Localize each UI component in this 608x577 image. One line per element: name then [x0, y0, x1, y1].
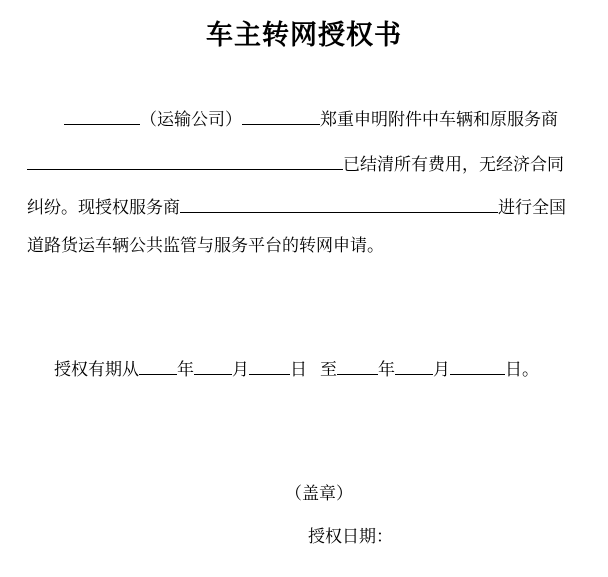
- platform-text: 道路货运车辆公共监管与服务平台的转网申请。: [27, 236, 384, 256]
- statement-text: 郑重申明附件中车辆和原服务商: [320, 110, 558, 130]
- authorization-date: [308, 525, 393, 549]
- period-label: 授权有期从: [54, 360, 139, 380]
- end-month-label: 月: [433, 360, 450, 380]
- seal-label: （盖章）: [285, 484, 353, 504]
- company-hint: （运输公司）: [140, 110, 242, 130]
- end-day-label: 日。: [505, 360, 539, 380]
- authorization-period: [54, 356, 539, 382]
- start-day-label: 日: [290, 360, 307, 380]
- start-year-label: 年: [177, 360, 194, 380]
- end-day-blank[interactable]: [450, 356, 505, 375]
- authorize-prefix: 纠纷。现授权服务商: [27, 198, 180, 218]
- statement-line-2: [27, 151, 564, 177]
- to-label: 至: [320, 360, 337, 380]
- original-provider-blank[interactable]: [27, 151, 343, 170]
- company-name-blank[interactable]: [64, 106, 140, 125]
- document-title: 车主转网授权书: [206, 20, 402, 51]
- authorize-suffix: 进行全国: [498, 198, 566, 218]
- start-month-blank[interactable]: [194, 356, 232, 375]
- statement-line-3: [27, 194, 566, 220]
- start-day-blank[interactable]: [249, 356, 290, 375]
- start-month-label: 月: [232, 360, 249, 380]
- vehicle-owner-blank[interactable]: [242, 106, 320, 125]
- statement-line-1: [64, 106, 558, 132]
- date-label: 授权日期：: [308, 527, 393, 547]
- settled-text: 已结清所有费用，无经济合同: [343, 155, 564, 175]
- end-month-blank[interactable]: [395, 356, 433, 375]
- statement-line-4: [27, 234, 384, 258]
- new-provider-blank[interactable]: [180, 194, 498, 213]
- end-year-blank[interactable]: [337, 356, 378, 375]
- end-year-label: 年: [378, 360, 395, 380]
- start-year-blank[interactable]: [139, 356, 177, 375]
